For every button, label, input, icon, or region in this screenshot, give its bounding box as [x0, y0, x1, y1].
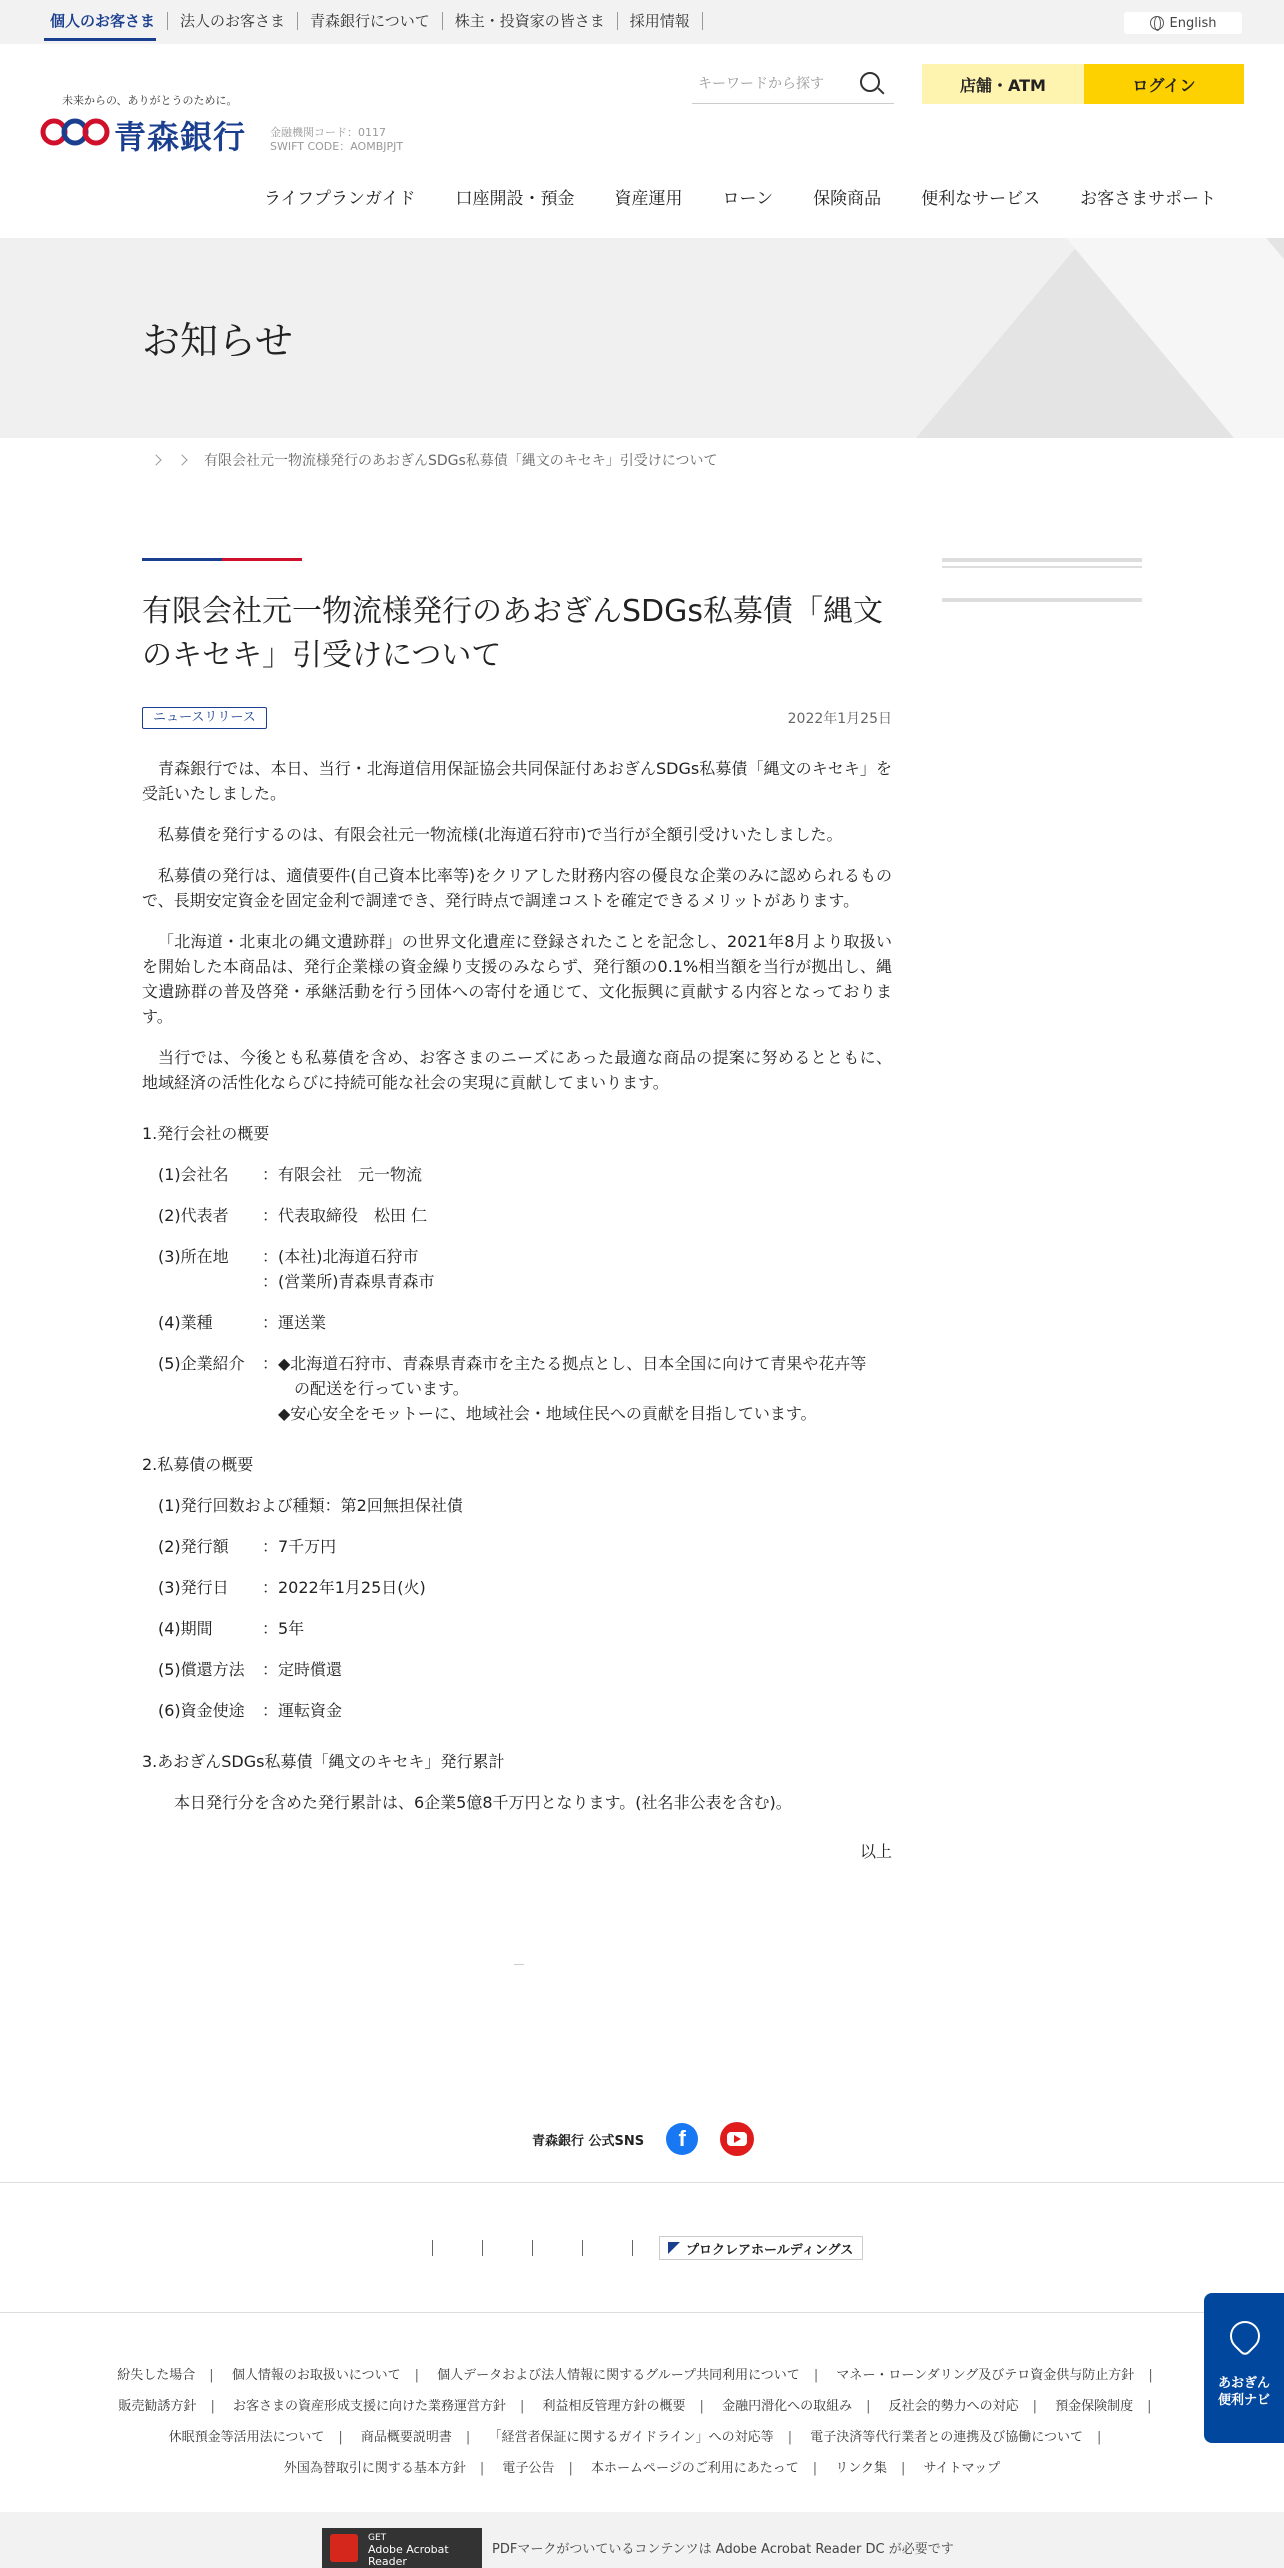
search-box — [692, 66, 894, 104]
facebook-icon[interactable]: f — [666, 2123, 698, 2155]
footer-link[interactable]: 個人データおよび法人情報に関するグループ共同利用について — [437, 2368, 800, 2383]
footer-link[interactable]: マネー・ローンダリング及びテロ資金供与防止方針 — [836, 2368, 1135, 2383]
chevron-right-icon[interactable] — [150, 454, 161, 465]
audience-nav — [40, 12, 703, 30]
info-row: (1)会社名 ：有限会社 元一物流 — [158, 1165, 423, 1184]
acrobat-icon — [330, 2534, 358, 2562]
sns-label: 青森銀行 公式SNS — [532, 2133, 645, 2149]
page-hero — [0, 238, 1284, 438]
utility-bar — [0, 0, 1284, 44]
english-button[interactable] — [1124, 12, 1242, 34]
info-row: (2)代表者 ：代表取締役 松田 仁 — [158, 1206, 428, 1225]
divider — [514, 1964, 524, 1965]
login-button[interactable]: ログイン — [1084, 64, 1244, 104]
sidebar-placeholder — [942, 558, 1142, 562]
bank-codes — [270, 126, 403, 154]
group-links — [432, 2236, 863, 2260]
info-row: (1)発行回数および種類 ：第2回無担保社債 — [158, 1496, 463, 1515]
info-row: (2)発行額 ：7千万円 — [158, 1537, 337, 1556]
footer-link[interactable]: 商品概要説明書 — [360, 2430, 452, 2445]
paragraph: 「北海道・北東北の縄文遺跡群」の世界文化遺産に登録されたことを記念し、2021年8月より取扱いを開始した本商品は、発行企業様の資金繰り支援のみならず、発行額の0.1%相当額を当行が拠出し、縄文遺跡群の普及啓発・承継活動を行う団体への寄付を通じて、文化振興に貢献する内容となっております。 — [142, 932, 892, 1026]
search-icon[interactable] — [860, 72, 880, 92]
section-heading: 3.あおぎんSDGs私募債「縄文のキセキ」発行累計 — [142, 1752, 505, 1771]
sns-bar — [532, 2122, 754, 2156]
footer-link[interactable]: リンク集 — [835, 2461, 887, 2476]
article-date: 2022年1月25日 — [787, 711, 892, 727]
swift-code: SWIFT CODE：AOMBJPJT — [270, 140, 404, 153]
group-link[interactable] — [433, 2240, 483, 2256]
section-heading: 2.私募債の概要 — [142, 1455, 254, 1474]
breadcrumb — [152, 450, 718, 470]
holdings-logo[interactable]: プロクレアホールディングス — [659, 2236, 863, 2260]
divider — [0, 2182, 1284, 2183]
footer-link[interactable]: 「経営者保証に関するガイドライン」への対応等 — [488, 2430, 774, 2445]
footer-link[interactable]: 預金保険制度 — [1055, 2399, 1134, 2414]
acrobat-download-button[interactable]: GET Adobe Acrobat Reader — [322, 2528, 482, 2568]
active-nav-underline — [44, 38, 156, 41]
footer-link[interactable]: 電子決済等代行業者との連携及び協働について — [810, 2430, 1083, 2445]
group-link[interactable] — [483, 2240, 533, 2256]
group-link[interactable] — [533, 2240, 583, 2256]
bank-code: 金融機関コード：0117 — [270, 126, 386, 139]
section-heading: 1.発行会社の概要 — [142, 1124, 270, 1143]
holdings-mark-icon — [668, 2242, 680, 2254]
nav-personal[interactable]: 個人のお客さま — [40, 12, 168, 30]
page-title: お知らせ — [142, 319, 293, 363]
article-body — [142, 756, 892, 1864]
nav-loan[interactable]: ローン — [722, 189, 774, 209]
atm-button[interactable]: 店舗・ATM — [922, 64, 1084, 104]
info-row: (5)償還方法 ：定時償還 — [158, 1660, 343, 1679]
youtube-icon[interactable] — [720, 2122, 754, 2156]
main-nav — [264, 184, 1256, 209]
footer-link[interactable]: 休眠預金等活用法について — [168, 2430, 325, 2445]
category-badge: ニュースリリース — [142, 707, 267, 729]
sidebar-placeholder — [942, 598, 1142, 602]
info-row: (6)資金使途 ：運転資金 — [158, 1701, 343, 1720]
paragraph: 私募債の発行は、適債要件(自己資本比率等)をクリアした財務内容の優良な企業のみに認められるもので、長期安定資金を固定金利で調達でき、発行時点で調達コストを確定できるメリットがあります。 — [142, 866, 892, 910]
search-input[interactable] — [692, 66, 852, 102]
footer-link[interactable]: 個人情報のお取扱いについて — [231, 2368, 401, 2383]
footer-link[interactable]: お客さまの資産形成支援に向けた業務運営方針 — [232, 2399, 506, 2414]
divider — [0, 2312, 1284, 2313]
nav-investment[interactable]: 資産運用 — [614, 189, 683, 209]
paragraph: 当行では、今後とも私募債を含め、お客さまのニーズにあった最適な商品の提案に努めるとともに、地域経済の活性化ならびに持続可能な社会の実現に貢献してまいります。 — [142, 1048, 892, 1092]
closing-mark: 以上 — [859, 1842, 892, 1861]
info-row: (4)業種 ：運送業 — [158, 1313, 327, 1332]
tagline: 未来からの、ありがとうのために。 — [62, 94, 238, 107]
nav-about[interactable]: 青森銀行について — [298, 12, 443, 30]
info-row: (4)期間 ：5年 — [158, 1619, 305, 1638]
footer-links: 紛失した場合 | 個人情報のお取扱いについて | 個人データおよび法人情報に関するグループ共同利用について | マネー・ローンダリング及びテロ資金供与防止方針 | 販売勧誘方針 | お客さまの資産形成支援に向けた業務運営方針 | 利益相反管理方針の概要 | 金融円滑化への取組み | 反社会的勢力への対応 | 預金保険制度 | 休眠預金等活用法について | 商品概要説明書 | 「経営者保証に関するガイドライン」への対応等 | 電子決済等代行業者との連携及び協働について | 外国為替取引に関する基本方針 | 電子公告 | 本ホームページのご利用にあたって | リンク集 | サイトマップ — [117, 2368, 1153, 2476]
info-row: (3)所在地 ：(本社)北海道石狩市 ：(営業所)青森県青森市 — [158, 1247, 435, 1291]
english-label: English — [1169, 15, 1217, 31]
cumulative-text: 本日発行分を含めた発行累計は、6企業5億8千万円となります。(社名非公表を含む)。 — [174, 1793, 792, 1812]
info-row: (3)発行日 ：2022年1月25日(火) — [158, 1578, 426, 1597]
group-link[interactable] — [583, 2240, 633, 2256]
paragraph: 青森銀行では、本日、当行・北海道信用保証協会共同保証付あおぎんSDGs私募債「縄文のキセキ」を受託いたしました。 — [142, 759, 892, 803]
nav-lifeplan[interactable]: ライフプランガイド — [264, 189, 416, 209]
footer-link[interactable]: 金融円滑化への取組み — [722, 2399, 853, 2414]
nav-support[interactable]: お客さまサポート — [1080, 189, 1217, 209]
pdf-note: PDFマークがついているコンテンツは Adobe Acrobat Reader DC が必要です — [492, 2542, 954, 2557]
nav-investors[interactable]: 株主・投資家の皆さま — [443, 12, 618, 30]
bank-logo[interactable] — [40, 92, 270, 162]
footer-link[interactable]: 利益相反管理方針の概要 — [542, 2399, 686, 2414]
nav-insurance[interactable]: 保険商品 — [813, 189, 882, 209]
nav-deposit[interactable]: 口座開設・預金 — [455, 189, 575, 209]
globe-icon — [1150, 16, 1164, 30]
footer-link[interactable]: 電子公告 — [502, 2461, 555, 2476]
heart-hand-icon — [1224, 2315, 1266, 2357]
nav-services[interactable]: 便利なサービス — [921, 189, 1041, 209]
nav-corporate[interactable]: 法人のお客さま — [168, 12, 298, 30]
convenience-navi-button[interactable]: あおぎん 便利ナビ — [1204, 2293, 1284, 2443]
article-title: 有限会社元一物流様発行のあおぎんSDGs私募債「縄文のキセキ」引受けについて — [142, 594, 884, 673]
footer-link[interactable]: 販売勧誘方針 — [118, 2399, 197, 2414]
info-row: (5)企業紹介 ：◆北海道石狩市、青森県青森市を主たる拠点とし、日本全国に向けて青果や花卉等 の配送を行っています。 ◆安心安全をモットーに、地域社会・地域住民への貢献を目指しています。 — [158, 1354, 867, 1423]
paragraph: 私募債を発行するのは、有限会社元一物流様(北海道石狩市)で当行が全額引受けいたしました。 — [158, 825, 843, 844]
footer-link[interactable]: 紛失した場合 — [117, 2368, 196, 2383]
footer-link[interactable]: 本ホームページのご利用にあたって — [590, 2461, 799, 2476]
chevron-right-icon[interactable] — [176, 454, 187, 465]
nav-recruit[interactable]: 採用情報 — [618, 12, 703, 30]
footer-link[interactable]: 反社会的勢力への対応 — [888, 2399, 1019, 2414]
bank-name: 青森銀行 — [114, 118, 247, 156]
footer-link[interactable]: サイトマップ — [923, 2461, 1001, 2476]
title-accent-line — [142, 558, 302, 561]
breadcrumb-current: 有限会社元一物流様発行のあおぎんSDGs私募債「縄文のキセキ」引受けについて — [204, 453, 718, 469]
footer-link[interactable]: 外国為替取引に関する基本方針 — [283, 2461, 466, 2476]
sidebar-placeholder — [942, 566, 1142, 568]
logo-mark-icon — [40, 114, 110, 150]
